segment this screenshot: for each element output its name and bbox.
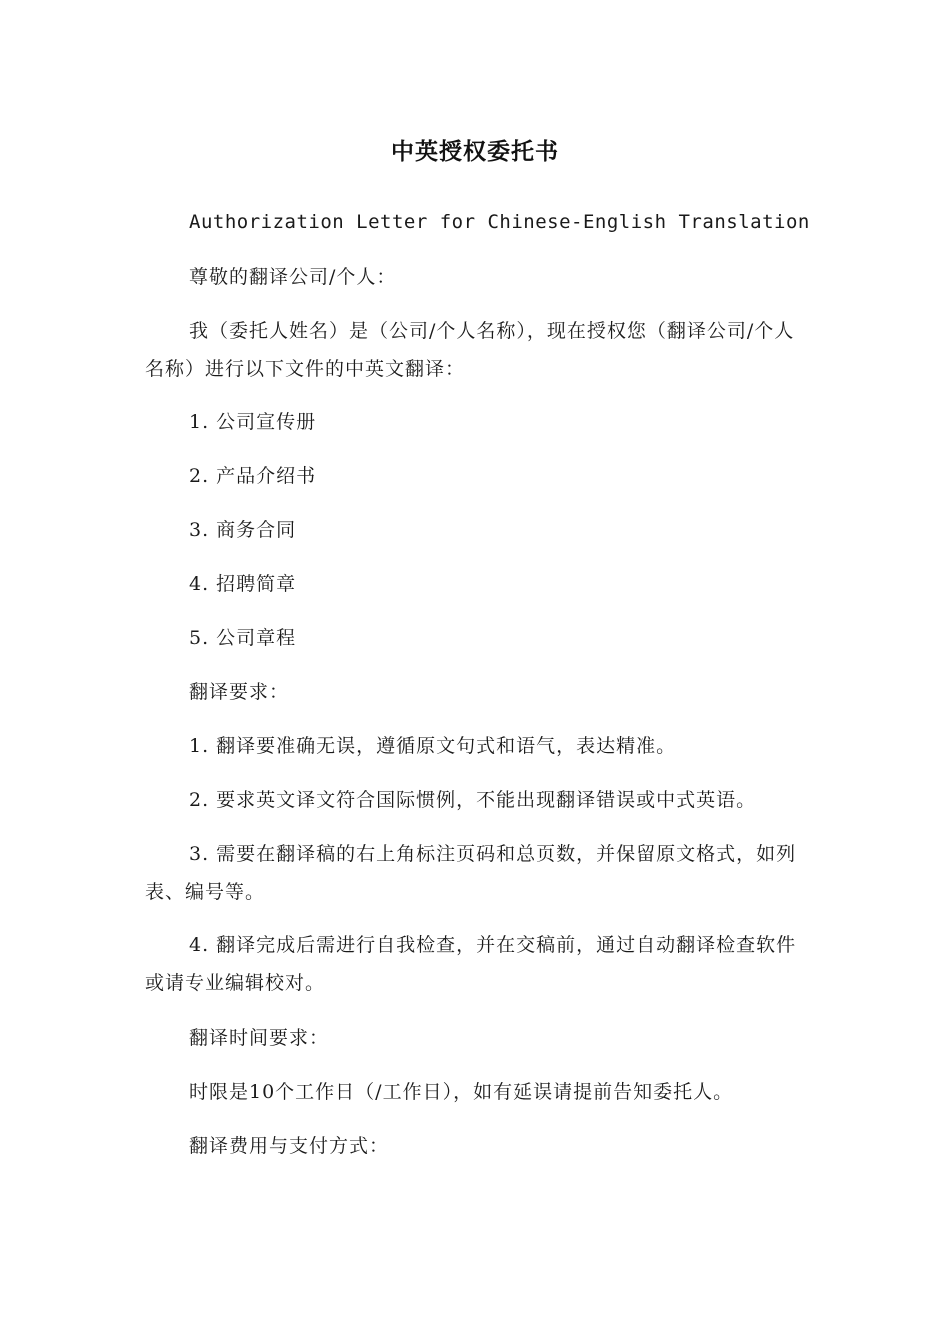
requirement-item: 1. 翻译要准确无误，遵循原文句式和语气，表达精准。 bbox=[189, 735, 677, 757]
document-title: 中英授权委托书 bbox=[391, 139, 559, 165]
requirement-item: 2. 要求英文译文符合国际惯例，不能出现翻译错误或中式英语。 bbox=[189, 789, 757, 811]
file-item: 1. 公司宣传册 bbox=[189, 411, 317, 433]
requirements-heading: 翻译要求： bbox=[189, 681, 290, 703]
requirement-item: 3. 需要在翻译稿的右上角标注页码和总页数，并保留原文格式，如列表、编号等。 bbox=[145, 843, 797, 903]
requirement-item: 4. 翻译完成后需进行自我检查，并在交稿前，通过自动翻译检查软件或请专业编辑校对。 bbox=[145, 934, 797, 994]
intro-paragraph: 我（委托人姓名）是（公司/个人名称），现在授权您（翻译公司/个人名称）进行以下文件的中英文翻译： bbox=[145, 320, 795, 380]
time-heading: 翻译时间要求： bbox=[189, 1027, 330, 1049]
fee-heading: 翻译费用与支付方式： bbox=[189, 1135, 390, 1157]
file-item: 2. 产品介绍书 bbox=[189, 465, 317, 487]
file-item: 3. 商务合同 bbox=[189, 519, 297, 541]
document-subtitle: Authorization Letter for Chinese-English Translation bbox=[189, 211, 810, 233]
file-item: 5. 公司章程 bbox=[189, 627, 297, 649]
file-item: 4. 招聘简章 bbox=[189, 573, 297, 595]
time-text: 时限是10个工作日（/工作日），如有延误请提前告知委托人。 bbox=[189, 1081, 734, 1103]
salutation: 尊敬的翻译公司/个人： bbox=[189, 266, 397, 288]
